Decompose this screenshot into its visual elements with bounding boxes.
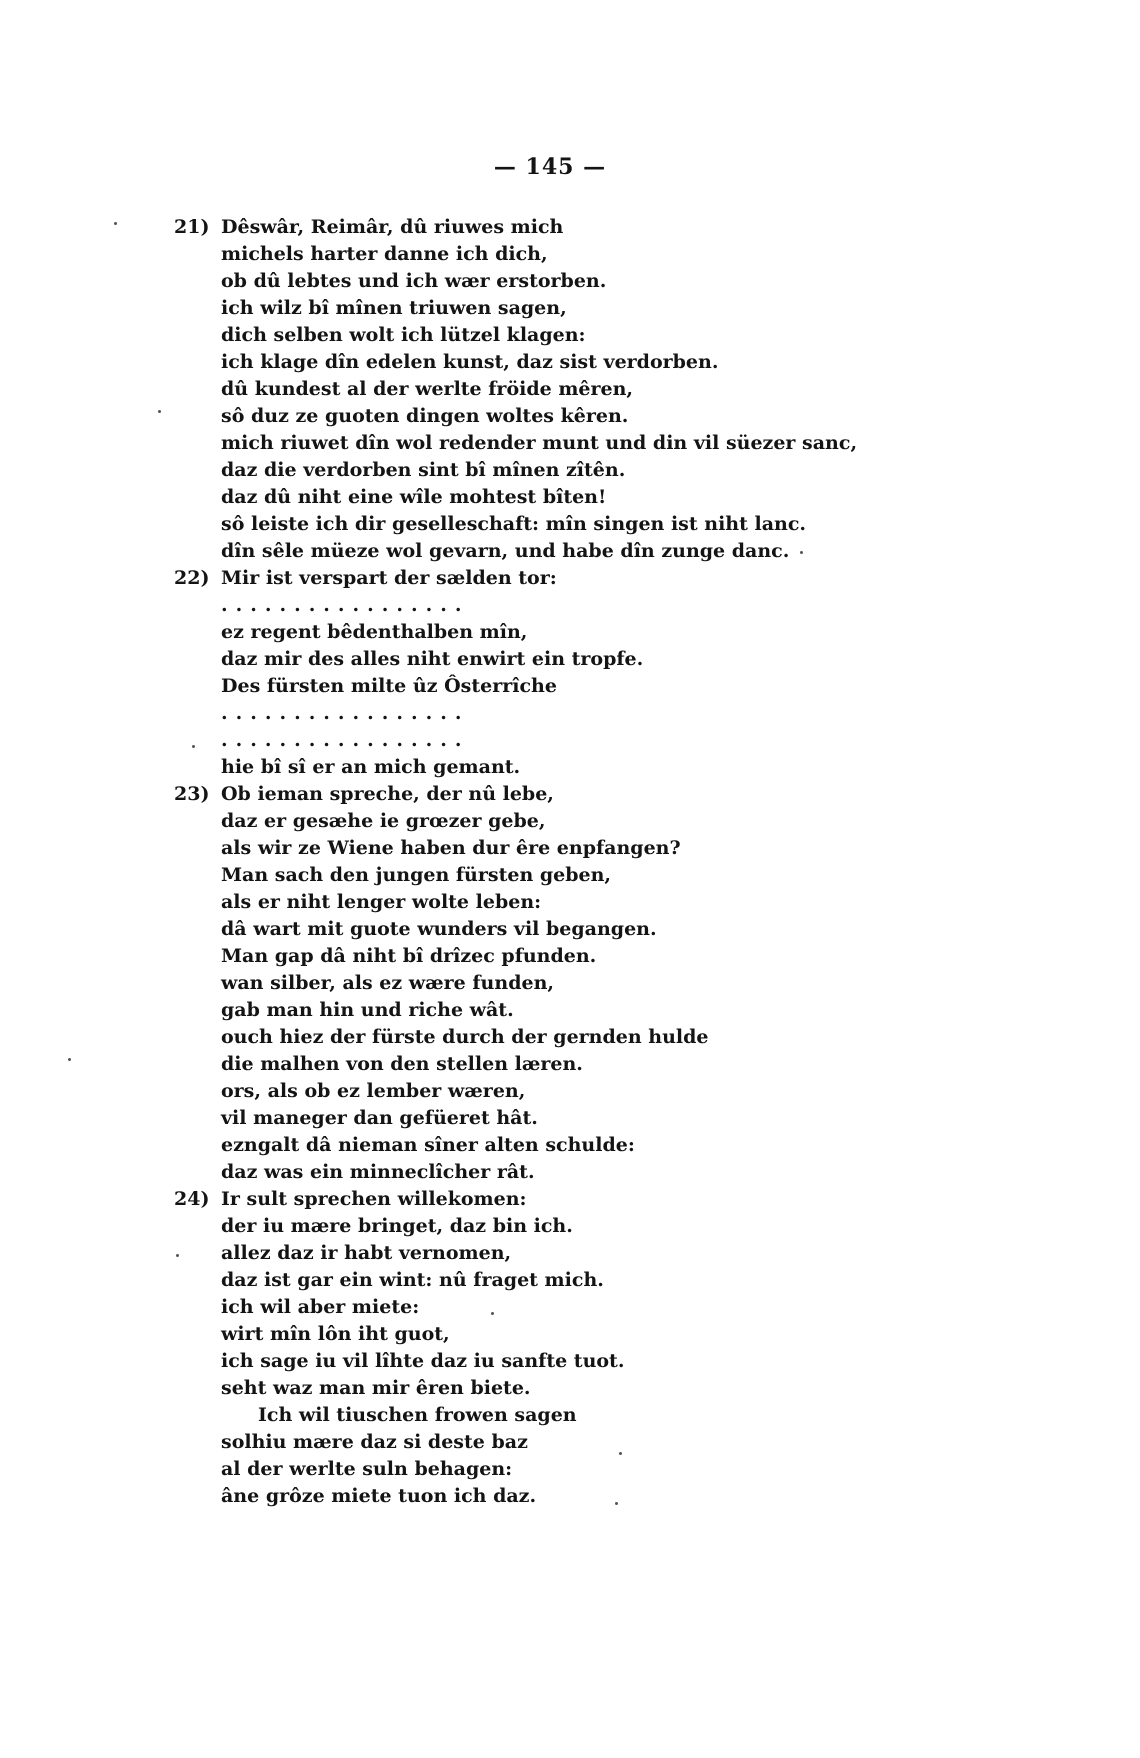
print-speck [615, 1502, 618, 1505]
poem-line-text: Man gap dâ niht bî drîzec pfunden. [221, 945, 597, 967]
poem-line [0, 997, 1140, 1024]
poem-line-text: dich selben wolt ich lützel klagen: [221, 324, 586, 346]
poem-line [0, 916, 1140, 943]
stanza-number: 21) [174, 216, 210, 238]
stanza-number: 22) [174, 567, 210, 589]
poem-line [0, 1348, 1140, 1375]
poem-line-text: dû kundest al der werlte fröide mêren, [221, 378, 634, 400]
poem-line-text: ich klage dîn edelen kunst, daz sist verdorben. [221, 351, 719, 373]
poem-line-text: Des fürsten milte ûz Ôsterrîche [221, 675, 557, 697]
poem-line-text: ouch hiez der fürste durch der gernden hulde [221, 1026, 709, 1048]
poem-line [0, 943, 1140, 970]
stanza-number: 23) [174, 783, 210, 805]
poem-line-text: daz er gesæhe ie grœzer gebe, [221, 810, 546, 832]
poem-line [0, 241, 1140, 268]
poem-line [0, 1132, 1140, 1159]
poem-line [0, 1240, 1140, 1267]
poem-line-text: gab man hin und riche wât. [221, 999, 514, 1021]
poem-line [0, 322, 1140, 349]
poem-line [0, 457, 1140, 484]
print-speck [491, 1312, 494, 1315]
poem-line [0, 538, 1140, 565]
poem-line-text: ................. [221, 702, 470, 724]
poem-line-text: ezngalt dâ nieman sîner alten schulde: [221, 1134, 635, 1156]
print-speck [192, 745, 195, 748]
omission-dots-line [0, 727, 1140, 754]
poem-line-text: ................. [221, 729, 470, 751]
poem-line [0, 1267, 1140, 1294]
poem-line-text: sô duz ze guoten dingen woltes kêren. [221, 405, 629, 427]
poem-line-text: als wir ze Wiene haben dur êre enpfangen? [221, 837, 681, 859]
poem-line [0, 808, 1140, 835]
poem-line-text: Mir ist verspart der sælden tor: [221, 567, 557, 589]
poem-line-text: Ich wil tiuschen frowen sagen [258, 1404, 577, 1426]
stanza-number: 24) [174, 1188, 210, 1210]
poem-line [0, 214, 1140, 241]
poem-line-text: Ir sult sprechen willekomen: [221, 1188, 527, 1210]
poem-line [0, 1105, 1140, 1132]
poem-line-text: als er niht lenger wolte leben: [221, 891, 542, 913]
poem-line [0, 1213, 1140, 1240]
poem-line [0, 1024, 1140, 1051]
poem-line [0, 349, 1140, 376]
poem-line [0, 1159, 1140, 1186]
poem-line-text: der iu mære bringet, daz bin ich. [221, 1215, 573, 1237]
poem-line [0, 1456, 1140, 1483]
poem-line-text: ich wil aber miete: [221, 1296, 420, 1318]
poem-line-text: Ob ieman spreche, der nû lebe, [221, 783, 554, 805]
poem-line-text: hie bî sî er an mich gemant. [221, 756, 521, 778]
poem-line [0, 1375, 1140, 1402]
poem-line-text: wirt mîn lôn iht guot, [221, 1323, 450, 1345]
poem-line [0, 1402, 1140, 1429]
poem-line [0, 781, 1140, 808]
poem-line-text: Dêswâr, Reimâr, dû riuwes mich [221, 216, 564, 238]
poem-line-text: ors, als ob ez lember wæren, [221, 1080, 526, 1102]
poem-line-text: ez regent bêdenthalben mîn, [221, 621, 528, 643]
poem-line-text: michels harter danne ich dich, [221, 243, 548, 265]
poem-line [0, 511, 1140, 538]
poem-line [0, 1051, 1140, 1078]
omission-dots-line [0, 700, 1140, 727]
poem-line [0, 889, 1140, 916]
print-speck [158, 410, 161, 413]
poem-line [0, 430, 1140, 457]
poem-line-text: seht waz man mir êren biete. [221, 1377, 531, 1399]
poem-line-text: daz was ein minneclîcher rât. [221, 1161, 535, 1183]
print-speck [68, 1058, 71, 1061]
poem-line-text: solhiu mære daz si deste baz [221, 1431, 528, 1453]
poem-line [0, 1294, 1140, 1321]
poem-line [0, 970, 1140, 997]
poem-line-text: sô leiste ich dir geselleschaft: mîn singen ist niht lanc. [221, 513, 807, 535]
poem-line-text: âne grôze miete tuon ich daz. [221, 1485, 537, 1507]
poem-line-text: Man sach den jungen fürsten geben, [221, 864, 612, 886]
poem-line-text: daz ist gar ein wint: nû fraget mich. [221, 1269, 604, 1291]
print-speck [619, 1452, 622, 1455]
print-speck [114, 222, 117, 225]
poem-line [0, 484, 1140, 511]
poem-line-text: ich sage iu vil lîhte daz iu sanfte tuot. [221, 1350, 625, 1372]
poem-line-text: daz mir des alles niht enwirt ein tropfe. [221, 648, 644, 670]
poem-line-text: dâ wart mit guote wunders vil begangen. [221, 918, 657, 940]
poem-line [0, 565, 1140, 592]
poem-line-text: ................. [221, 594, 470, 616]
poem-line [0, 403, 1140, 430]
poem-line-text: daz die verdorben sint bî mînen zîtên. [221, 459, 626, 481]
poem-line [0, 754, 1140, 781]
poem-line-text: dîn sêle müeze wol gevarn, und habe dîn zunge danc. [221, 540, 790, 562]
page-number: — 145 — [493, 154, 607, 180]
poem-line [0, 1078, 1140, 1105]
poem-line [0, 646, 1140, 673]
poem-line [0, 1186, 1140, 1213]
poem-line-text: al der werlte suln behagen: [221, 1458, 513, 1480]
poem-line-text: wan silber, als ez wære funden, [221, 972, 554, 994]
poem-line-text: mich riuwet dîn wol redender munt und din vil süezer sanc, [221, 432, 858, 454]
poem-line [0, 1429, 1140, 1456]
poem-line [0, 862, 1140, 889]
poem-line-text: ich wilz bî mînen triuwen sagen, [221, 297, 567, 319]
poem-line [0, 673, 1140, 700]
poem-line [0, 1321, 1140, 1348]
poem-line-text: allez daz ir habt vernomen, [221, 1242, 512, 1264]
print-speck [176, 1254, 179, 1257]
poem-line [0, 1483, 1140, 1510]
print-speck [800, 551, 803, 554]
poem-line [0, 295, 1140, 322]
poem-line [0, 835, 1140, 862]
poem-line [0, 268, 1140, 295]
poem [0, 214, 1140, 1510]
poem-line-text: daz dû niht eine wîle mohtest bîten! [221, 486, 607, 508]
poem-line-text: die malhen von den stellen læren. [221, 1053, 583, 1075]
poem-line [0, 376, 1140, 403]
poem-line-text: vil maneger dan gefüeret hât. [221, 1107, 538, 1129]
poem-line [0, 619, 1140, 646]
poem-line-text: ob dû lebtes und ich wær erstorben. [221, 270, 607, 292]
omission-dots-line [0, 592, 1140, 619]
